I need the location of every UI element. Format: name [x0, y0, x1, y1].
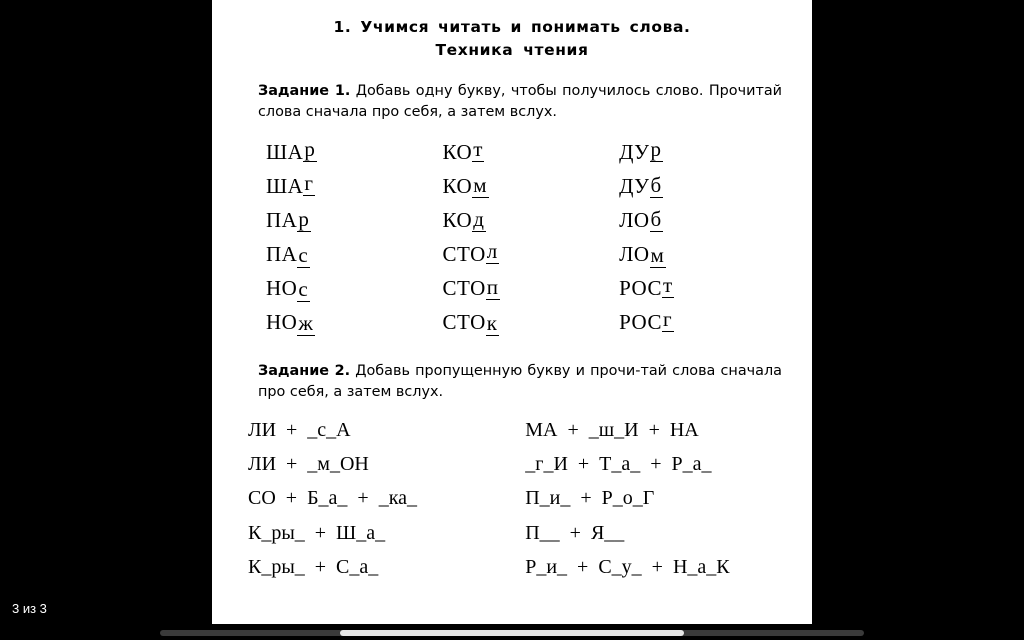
horizontal-scrollbar-thumb[interactable] [340, 630, 684, 636]
word-item [619, 305, 784, 339]
task-1-label: Задание 1. [258, 83, 351, 99]
task-2-label: Задание 2. [258, 362, 351, 379]
word-blank: с [298, 276, 308, 301]
word-item [619, 271, 784, 305]
word-base: КО [442, 207, 473, 232]
word-item [266, 203, 443, 237]
word-base: СТО [442, 241, 486, 266]
word-item [443, 305, 620, 339]
word-item [619, 237, 784, 271]
word-blank: к [486, 310, 497, 335]
task-2-columns [240, 413, 784, 585]
task-1-column-1 [266, 135, 443, 339]
task-2-column-left [248, 413, 525, 585]
word-blank: м [473, 172, 487, 197]
word-base: КО [442, 139, 473, 164]
word-blank: г [304, 170, 313, 195]
word-item [443, 237, 620, 271]
document-page [212, 0, 812, 624]
word-item [266, 271, 443, 305]
word-blank: р [298, 206, 309, 231]
word-blank: с [298, 242, 308, 267]
word-item [266, 305, 443, 339]
word-item [266, 135, 443, 169]
task-1-text: Добавь одну букву, чтобы получилось слово. Прочитай слова сначала про себя, а затем вслух. [258, 83, 782, 120]
word-base: ДУ [619, 139, 650, 164]
word-item [619, 203, 784, 237]
word-base: КО [442, 173, 473, 198]
task-1-columns [240, 135, 784, 339]
task-2-instruction [240, 361, 784, 403]
page-indicator: 3 из 3 [12, 601, 47, 616]
expression-item: П__ + Я__ [525, 521, 625, 544]
word-blank: п [486, 274, 499, 299]
expression-item: ЛИ + _с_А [248, 418, 351, 441]
expression-item: _г_И + Т_а_ + Р_а_ [525, 452, 712, 475]
word-blank: м [650, 242, 664, 267]
word-item [443, 203, 620, 237]
word-base: СТО [442, 275, 486, 300]
word-blank: ж [298, 310, 313, 335]
word-base: СТО [442, 309, 486, 334]
word-item [619, 135, 784, 169]
expression-item: К_ры_ + Ш_а_ [248, 521, 386, 544]
expression-item: К_ры_ + С_а_ [248, 556, 379, 579]
word-base: ША [266, 139, 304, 164]
word-blank: г [662, 306, 672, 331]
word-blank: л [486, 238, 498, 263]
word-blank: т [473, 136, 483, 161]
task-2-text: Добавь пропущенную букву и прочи-тай слова сначала про себя, а затем вслух. [258, 362, 782, 400]
word-blank: б [650, 172, 662, 197]
word-base: ЛО [619, 207, 650, 232]
word-base: ЛО [619, 241, 650, 266]
task-1-column-3 [619, 135, 784, 339]
page-title: 1. Учимся читать и понимать слова. [333, 18, 691, 36]
word-base: ДУ [619, 173, 650, 198]
expression-item: ЛИ + _м_ОН [248, 452, 369, 475]
word-base: НО [266, 309, 298, 334]
word-blank: д [473, 206, 484, 231]
expression-item: П_и_ + Р_о_Г [525, 487, 655, 510]
expression-item: СО + Б_а_ + _ка_ [248, 487, 417, 510]
word-base: ПА [266, 207, 298, 232]
word-item [266, 237, 443, 271]
word-blank: т [662, 272, 673, 297]
expression-item: МА + _ш_И + НА [525, 418, 699, 441]
task-2 [240, 361, 784, 585]
task-1-instruction [240, 81, 784, 123]
word-blank: р [304, 136, 315, 161]
word-base: ША [266, 173, 304, 198]
task-1 [240, 81, 784, 339]
task-1-column-2 [443, 135, 620, 339]
word-item [443, 169, 620, 203]
word-base: ПА [266, 241, 298, 266]
word-blank: р [650, 136, 662, 161]
expression-item: Р_и_ + С_у_ + Н_а_К [525, 556, 730, 579]
word-item [619, 169, 784, 203]
word-base: РОС [619, 309, 662, 334]
word-base: РОС [619, 275, 662, 300]
word-item [443, 271, 620, 305]
word-blank: б [650, 206, 662, 231]
word-item [443, 135, 620, 169]
task-2-column-right [525, 413, 784, 585]
word-item [266, 169, 443, 203]
word-base: НО [266, 275, 298, 300]
page-subtitle: Техника чтения [435, 41, 589, 59]
